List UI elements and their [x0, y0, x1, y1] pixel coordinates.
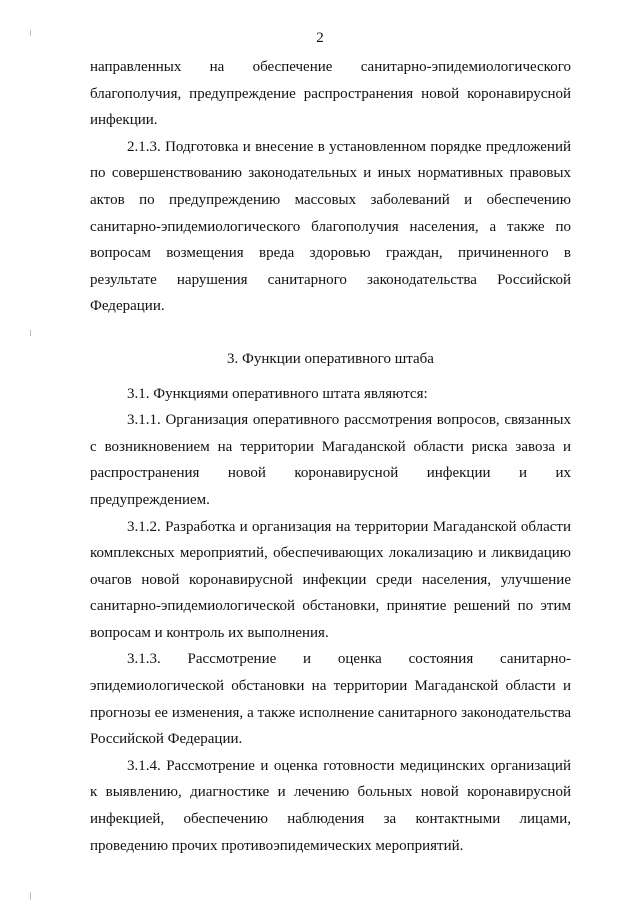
- paragraph-2-1-3: 2.1.3. Подготовка и внесение в установленном порядке предложений по совершенствованию законодательных и иных нормативных правовых актов по предупреждению массовых заболеваний и обеспечению санитарно-эпидемиологического благополучия населения, а также по вопросам возмещения вреда здоровью граждан, причиненного в результате нарушения санитарного законодательства Российской Федерации.: [90, 138, 571, 315]
- paragraph-3-1: 3.1. Функциями оперативного штата являются:: [127, 385, 428, 402]
- scan-margin-mark-bottom: [30, 892, 31, 900]
- paragraph-3-1-3: 3.1.3. Рассмотрение и оценка состояния санитарно-эпидемиологической обстановки на территории Магаданской области и прогнозы ее изменения, а также исполнение санитарного законодательства Российской Федерации.: [90, 651, 571, 748]
- document-body: [90, 54, 571, 859]
- paragraph-continuation: направленных на обеспечение санитарно-эпидемиологического благополучия, предупреждение распространения новой коронавирусной инфекции.: [90, 59, 571, 129]
- paragraph-3-1-1: 3.1.1. Организация оперативного рассмотрения вопросов, связанных с возникновением на территории Магаданской области риска завоза и распространения новой коронавирусной инфекции и их предупреждением.: [90, 412, 571, 508]
- paragraph-3-1-4: 3.1.4. Рассмотрение и оценка готовности медицинских организаций к выявлению, диагностике и лечению больных новой коронавирусной инфекцией, обеспечению наблюдения за контактными лицами, проведению прочих противоэпидемических мероприятий.: [90, 757, 571, 854]
- scan-margin-mark-middle: [30, 330, 31, 336]
- section-heading: 3. Функции оперативного штаба: [227, 350, 434, 367]
- paragraph-3-1-2: 3.1.2. Разработка и организация на территории Магаданской области комплексных мероприятий, обеспечивающих локализацию и ликвидацию очагов новой коронавирусной инфекции среди населения, улучшение санитарно-эпидемиологической обстановки, принятие решений по этим вопросам и контроль их выполнения.: [90, 518, 571, 641]
- page-number: 2: [316, 30, 324, 46]
